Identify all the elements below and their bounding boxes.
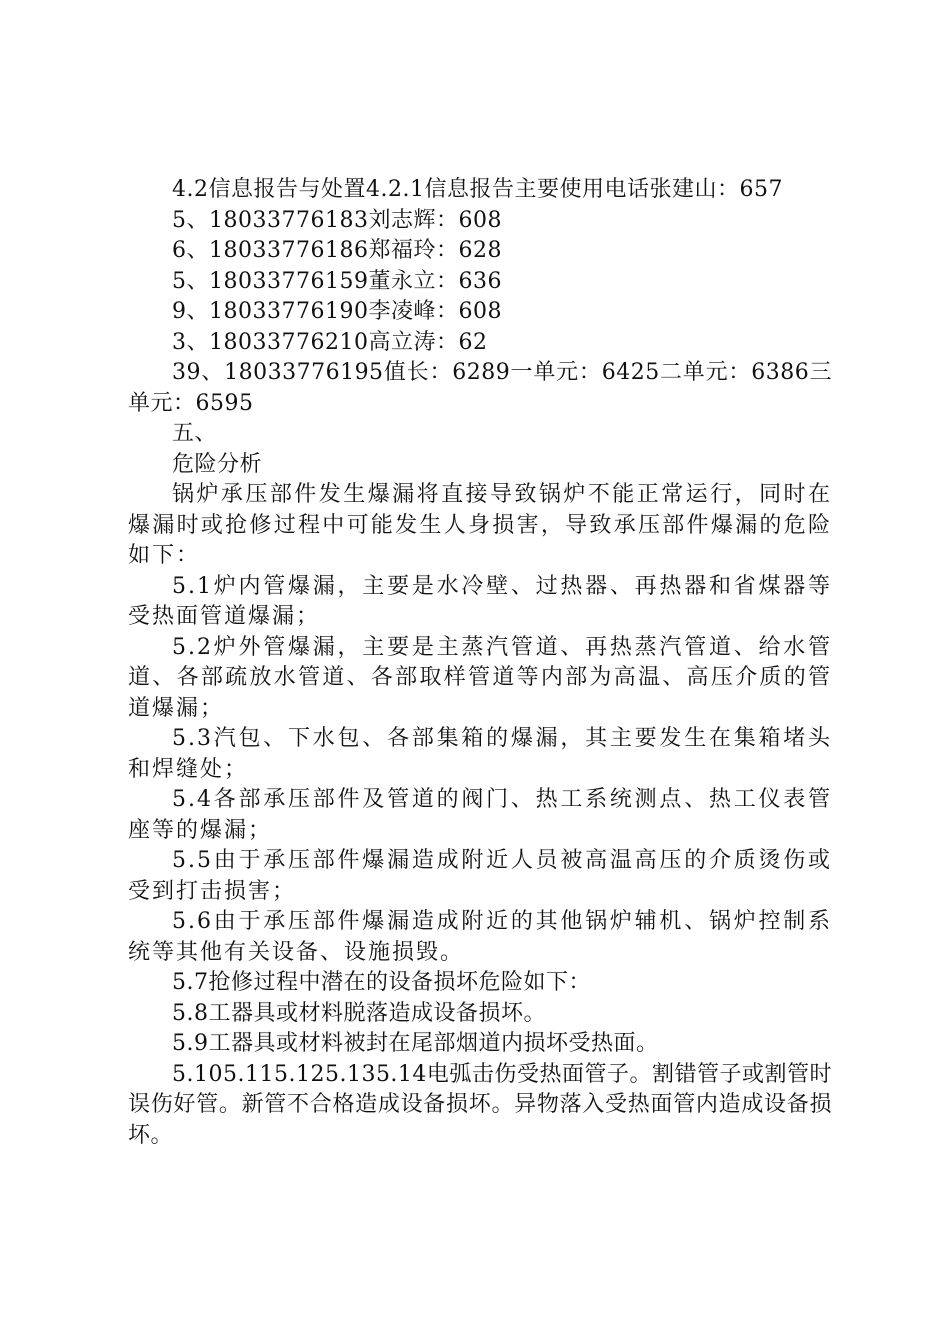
paragraph-item-5-8: 5.8工器具或材料脱落造成设备损坏。 (172, 1000, 546, 1026)
paragraph-contact-dong: 5、18033776159董永立：636 (172, 268, 502, 294)
paragraph-item-5-10-14: 5.105.115.125.135.14电弧击伤受热面管子。割错管子或割管时误伤好管。新管不合格造成设备损坏。异物落入受热面管内造成设备损坏。 (128, 1061, 832, 1148)
document-body (128, 175, 832, 1151)
paragraph-item-5-1: 5.1炉内管爆漏，主要是水冷壁、过热器、再热器和省煤器等受热面管道爆漏； (128, 573, 832, 629)
section-title: 危险分析 (172, 451, 263, 477)
section-number: 五、 (172, 421, 218, 446)
paragraph-contact-zheng: 6、18033776186郑福玲：628 (172, 238, 502, 263)
paragraph-contact-gao: 3、18033776210高立涛：62 (172, 329, 488, 355)
paragraph-item-5-5: 5.5由于承压部件爆漏造成附近人员被高温高压的介质烫伤或受到打击损害； (128, 848, 832, 904)
paragraph-contact-li: 9、18033776190李凌峰：608 (172, 299, 502, 324)
paragraph-contact-liu: 5、18033776183刘志辉：608 (172, 207, 502, 233)
paragraph-hazard-intro: 锅炉承压部件发生爆漏将直接导致锅炉不能正常运行，同时在爆漏时或抢修过程中可能发生人身损害，导致承压部件爆漏的危险如下： (128, 482, 832, 568)
paragraph-item-5-9: 5.9工器具或材料被封在尾部烟道内损坏受热面。 (172, 1031, 659, 1056)
paragraph-contact-duty: 39、18033776195值长：6289一单元：6425二单元：6386三单元：6595 (128, 360, 832, 416)
paragraph-item-5-4: 5.4各部承压部件及管道的阀门、热工系统测点、热工仪表管座等的爆漏； (128, 787, 832, 843)
paragraph-item-5-7: 5.7抢修过程中潜在的设备损坏危险如下： (172, 970, 591, 995)
paragraph-info-report: 4.2信息报告与处置4.2.1信息报告主要使用电话张建山：657 (172, 177, 783, 202)
paragraph-item-5-6: 5.6由于承压部件爆漏造成附近的其他锅炉辅机、锅炉控制系统等其他有关设备、设施损毁。 (128, 909, 832, 965)
paragraph-item-5-2: 5.2炉外管爆漏，主要是主蒸汽管道、再热蒸汽管道、给水管道、各部疏放水管道、各部取样管道等内部为高温、高压介质的管道爆漏； (128, 634, 832, 721)
paragraph-item-5-3: 5.3汽包、下水包、各部集箱的爆漏，其主要发生在集箱堵头和焊缝处； (128, 726, 832, 782)
